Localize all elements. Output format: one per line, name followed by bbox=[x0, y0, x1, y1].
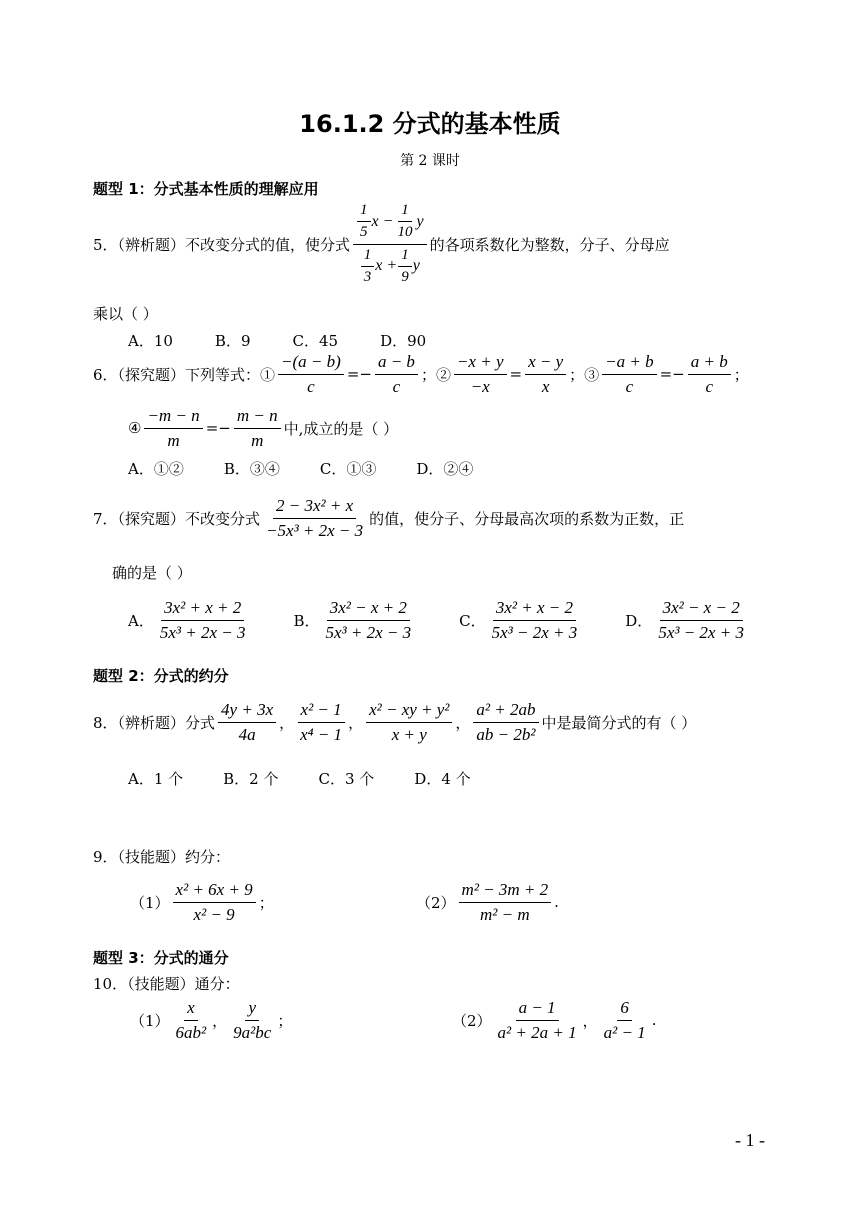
q10-part-2 bbox=[452, 998, 656, 1042]
q5-den-mid: x + bbox=[375, 257, 398, 275]
q9-p2-end: . bbox=[554, 893, 559, 912]
q6-sep2: ；② bbox=[420, 365, 451, 384]
page-subtitle: 第 2 课时 bbox=[400, 153, 460, 169]
q10-p2-a-num: a − 1 bbox=[516, 998, 559, 1021]
q9-p1-end: ； bbox=[258, 893, 274, 912]
q7-option-a-num: 3x² + x + 2 bbox=[161, 598, 244, 621]
q8-fraction-3 bbox=[366, 700, 452, 744]
q8-f2-den: x⁴ − 1 bbox=[300, 724, 343, 744]
q8-option-a[interactable]: A．1 个 bbox=[128, 770, 184, 788]
q10-p1-fraction-b bbox=[230, 998, 274, 1042]
q8-f4-num: a² + 2ab bbox=[473, 700, 538, 723]
q8-suffix: 中是最简分式的有（ ） bbox=[541, 713, 697, 732]
q5-line2-text: 乘以（ ） bbox=[93, 305, 158, 323]
q6-e1-num: −(a − b) bbox=[278, 352, 344, 375]
q6-e2-den: −x bbox=[470, 376, 490, 396]
q10-p2-a-den: a² + 2a + 1 bbox=[497, 1022, 577, 1042]
q7-option-b[interactable] bbox=[293, 598, 417, 642]
q10-p1-fraction-a bbox=[173, 998, 210, 1042]
q10-p2-fraction-a bbox=[495, 998, 580, 1042]
question-7 bbox=[93, 496, 684, 540]
q8-fraction-4 bbox=[473, 700, 538, 744]
section-heading-2: 题型 2：分式的约分 bbox=[93, 667, 229, 685]
q8-prefix: 8．（辨析题）分式 bbox=[93, 713, 216, 732]
q10-p2-comma: ， bbox=[582, 1011, 598, 1030]
question-9 bbox=[93, 846, 230, 867]
q8-comma-1: ， bbox=[279, 713, 295, 732]
q10-p1-a-den: 6ab² bbox=[175, 1022, 207, 1042]
q10-p1-b-num: y bbox=[245, 998, 259, 1021]
q6-expr2-right bbox=[525, 352, 566, 396]
q5-suffix: 的各项系数化为整数，分子、分母应 bbox=[429, 235, 670, 254]
q10-p2-b-num: 6 bbox=[617, 998, 632, 1021]
q8-options bbox=[128, 768, 471, 789]
q10-part-1 bbox=[130, 998, 292, 1042]
q5-den-b-num: 1 bbox=[398, 247, 412, 267]
q9-p2-den: m² − m bbox=[480, 904, 530, 924]
section-heading-3: 题型 3：分式的通分 bbox=[93, 949, 229, 967]
q6-eq2: = bbox=[509, 365, 523, 384]
q7-option-c-num: 3x² + x − 2 bbox=[493, 598, 576, 621]
q7-prefix: 7．（探究题）不改变分式 bbox=[93, 509, 261, 528]
q7-option-b-label: B． bbox=[293, 611, 320, 630]
q6-expr3-left bbox=[602, 352, 656, 396]
section-heading-1: 题型 1：分式基本性质的理解应用 bbox=[93, 180, 319, 198]
q8-option-c[interactable]: C．3 个 bbox=[318, 770, 375, 788]
q10-p2-label: （2） bbox=[452, 1011, 492, 1030]
q6-expr3-right bbox=[688, 352, 731, 396]
q9-prefix: 9．（技能题）约分： bbox=[93, 848, 231, 866]
q7-den: −5x³ + 2x − 3 bbox=[266, 520, 364, 540]
q6-e4-den: m bbox=[167, 430, 180, 450]
q6-expr1-right bbox=[375, 352, 418, 396]
q7-options bbox=[128, 598, 750, 642]
q7-option-d-den: 5x³ − 2x + 3 bbox=[658, 622, 744, 642]
q7-option-d[interactable] bbox=[625, 598, 750, 642]
q6-e1r-den: c bbox=[392, 376, 401, 396]
q10-p1-end: ； bbox=[277, 1011, 293, 1030]
q10-p1-label: （1） bbox=[130, 1011, 170, 1030]
q6-e4r-num: m − n bbox=[234, 406, 281, 429]
question-5 bbox=[93, 202, 670, 286]
q5-option-a[interactable]: A．10 bbox=[128, 332, 173, 350]
q7-fraction bbox=[263, 496, 366, 540]
q5-num-b-den: 10 bbox=[397, 224, 413, 241]
q5-den-b-den: 9 bbox=[401, 268, 409, 285]
q6-eq1: =− bbox=[346, 365, 372, 384]
q8-comma-3: ， bbox=[455, 713, 471, 732]
q6-e2r-den: x bbox=[541, 376, 550, 396]
q7-line2 bbox=[112, 562, 192, 583]
q6-e3r-num: a + b bbox=[688, 352, 731, 375]
q8-option-d[interactable]: D．4 个 bbox=[414, 770, 471, 788]
q10-p1-a-num: x bbox=[184, 998, 198, 1021]
q5-num-mid: x − bbox=[371, 212, 394, 230]
q5-compound-fraction bbox=[353, 202, 427, 286]
q9-p1-label: （1） bbox=[130, 893, 170, 912]
q5-num-a-den: 5 bbox=[360, 224, 368, 241]
page-number: - 1 - bbox=[735, 1130, 765, 1150]
q10-prefix: 10．（技能题）通分： bbox=[93, 975, 240, 993]
q8-f4-den: ab − 2b² bbox=[476, 724, 536, 744]
q8-option-b[interactable]: B．2 个 bbox=[223, 770, 279, 788]
q8-f2-num: x² − 1 bbox=[298, 700, 345, 723]
q6-e2r-num: x − y bbox=[525, 352, 566, 375]
q5-line2 bbox=[93, 303, 158, 324]
q10-p2-fraction-b bbox=[601, 998, 649, 1042]
q5-prefix: 5．（辨析题）不改变分式的值，使分式 bbox=[93, 235, 351, 254]
q7-suffix: 的值，使分子、分母最高次项的系数为正数，正 bbox=[369, 509, 685, 528]
q7-option-d-num: 3x² − x − 2 bbox=[660, 598, 743, 621]
q8-fraction-2 bbox=[297, 700, 345, 744]
question-6 bbox=[93, 352, 749, 396]
q7-option-b-den: 5x³ + 2x − 3 bbox=[325, 622, 412, 642]
q6-eq3: =− bbox=[659, 365, 685, 384]
q5-num-a-num: 1 bbox=[357, 202, 371, 222]
question-6-line2 bbox=[128, 406, 398, 450]
q6-expr4-right bbox=[234, 406, 281, 450]
q9-part-2 bbox=[416, 880, 559, 924]
q8-f3-den: x + y bbox=[391, 724, 427, 744]
q6-eq4: =− bbox=[205, 419, 231, 438]
q7-option-a[interactable] bbox=[128, 598, 251, 642]
q7-line2-text: 确的是（ ） bbox=[112, 564, 192, 582]
q6-expr4-left bbox=[144, 406, 202, 450]
q6-option-d[interactable]: D．②④ bbox=[416, 460, 474, 478]
q7-option-c[interactable] bbox=[459, 598, 583, 642]
q8-f1-den: 4a bbox=[238, 724, 256, 744]
q6-option-b[interactable]: B．③④ bbox=[223, 460, 280, 478]
q6-option-c[interactable]: C．①③ bbox=[319, 460, 377, 478]
q9-p1-den: x² − 9 bbox=[193, 904, 235, 924]
q6-option-a[interactable]: A．①② bbox=[128, 460, 184, 478]
q5-num-b-num: 1 bbox=[398, 202, 412, 222]
q8-comma-2: ， bbox=[348, 713, 364, 732]
q7-option-b-num: 3x² − x + 2 bbox=[327, 598, 410, 621]
q8-f1-num: 4y + 3x bbox=[218, 700, 276, 723]
q5-den-end: y bbox=[412, 257, 420, 275]
q8-f3-num: x² − xy + y² bbox=[366, 700, 452, 723]
q6-sep3: ；③ bbox=[569, 365, 600, 384]
question-8 bbox=[93, 700, 696, 744]
q5-option-b[interactable]: B．9 bbox=[214, 332, 251, 350]
q7-option-a-label: A． bbox=[128, 611, 154, 630]
q9-p2-num: m² − 3m + 2 bbox=[459, 880, 552, 903]
q6-expr1-left bbox=[278, 352, 344, 396]
q6-sep4: ④ bbox=[128, 419, 142, 438]
q5-num-end: y bbox=[416, 212, 424, 230]
q5-options bbox=[128, 330, 426, 351]
q6-end1: ； bbox=[733, 365, 749, 384]
q7-option-c-den: 5x³ − 2x + 3 bbox=[491, 622, 578, 642]
page-title: 16.1.2 分式的基本性质 bbox=[299, 110, 561, 138]
q6-e3r-den: c bbox=[705, 376, 714, 396]
q6-end2: 中,成立的是（ ） bbox=[283, 419, 399, 438]
q10-p1-comma: ， bbox=[212, 1011, 228, 1030]
q7-option-d-label: D． bbox=[625, 611, 653, 630]
q9-p1-fraction bbox=[173, 880, 256, 924]
q9-p2-label: （2） bbox=[416, 893, 456, 912]
q6-e1r-num: a − b bbox=[375, 352, 418, 375]
q6-e3-den: c bbox=[625, 376, 634, 396]
q5-option-c[interactable]: C．45 bbox=[292, 332, 339, 350]
q6-e2-num: −x + y bbox=[454, 352, 507, 375]
q5-den-a-num: 1 bbox=[361, 247, 375, 267]
q6-expr2-left bbox=[454, 352, 507, 396]
q5-den-a-den: 3 bbox=[363, 268, 372, 285]
q7-option-a-den: 5x³ + 2x − 3 bbox=[159, 622, 246, 642]
q6-options bbox=[128, 458, 473, 479]
question-10 bbox=[93, 973, 240, 994]
q6-prefix: 6．（探究题）下列等式：① bbox=[93, 365, 276, 384]
q5-option-d[interactable]: D．90 bbox=[380, 332, 427, 350]
q10-p2-end: . bbox=[651, 1011, 657, 1030]
q7-num: 2 − 3x² + x bbox=[273, 496, 356, 519]
q8-fraction-1 bbox=[218, 700, 276, 744]
q10-p2-b-den: a² − 1 bbox=[603, 1022, 646, 1042]
q9-p1-num: x² + 6x + 9 bbox=[173, 880, 256, 903]
q6-e4-num: −m − n bbox=[144, 406, 202, 429]
q6-e4r-den: m bbox=[251, 430, 264, 450]
q6-e3-num: −a + b bbox=[602, 352, 656, 375]
q10-p1-b-den: 9a²bc bbox=[233, 1022, 272, 1042]
q7-option-c-label: C． bbox=[459, 611, 486, 630]
q9-part-1 bbox=[130, 880, 274, 924]
q6-e1-den: c bbox=[307, 376, 315, 396]
q9-p2-fraction bbox=[459, 880, 552, 924]
